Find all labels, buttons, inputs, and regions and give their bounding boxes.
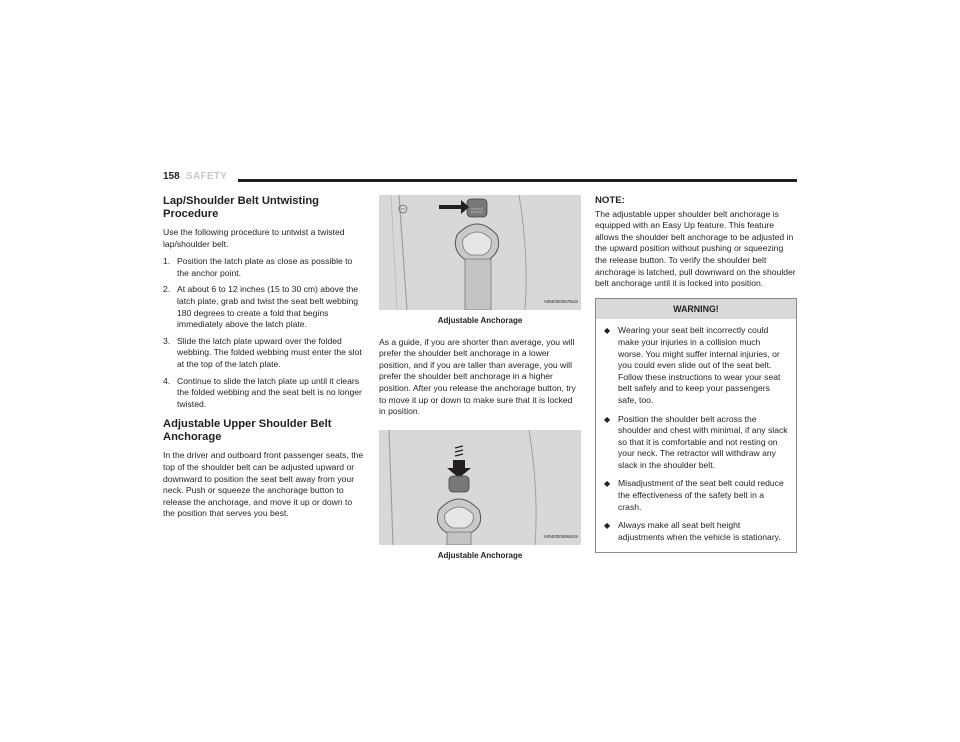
column-middle [379,195,581,571]
note-label: NOTE: [595,195,625,206]
note-text: The adjustable upper shoulder belt anchorage is equipped with an Easy Up feature. This feature allows the shoulder belt anchorage to be adjusted in the upward position without pushing or squeezing the release button. To verify the shoulder belt anchorage is latched, pull downward on the shoulder belt anchorage until it is locked into position. [595,208,796,289]
header-rule [238,179,797,182]
bullet-icon: ◆ [604,479,611,489]
warning-item [604,325,788,406]
warning-item [604,478,788,513]
warning-text: Always make all seat belt height adjustments when the vehicle is stationary. [618,520,781,542]
bullet-icon: ◆ [604,414,611,424]
step-number: 3. [163,335,171,346]
step-text: Position the latch plate as close as possible to the anchor point. [177,256,353,278]
bullet-icon: ◆ [604,521,611,531]
warning-item [604,414,788,472]
anchorage-guide-text: As a guide, if you are shorter than average, you will prefer the shoulder belt anchorage in a lower position, and if you are taller than average, you will prefer the shoulder belt anchorage in a higher position. After you release the anchorage button, try to move it up or down to make sure that it is locked in position. [379,336,576,417]
warning-text: Misadjustment of the seat belt could reduce the effectiveness of the safety belt in a crash. [618,478,784,512]
anchorage-body: In the driver and outboard front passenger seats, the top of the shoulder belt can be adjusted upward or downward to position the seat belt away from your neck. Push or squeeze the anchorage button to release the anchorage, and move it up or down to the position that serves you best. [163,450,364,519]
page-number: 158 [163,171,180,182]
anchorage-illustration-1 [379,195,581,310]
step-item [163,284,365,330]
figure-caption: Adjustable Anchorage [437,316,523,325]
step-text: Continue to slide the latch plate up until it clears the folded webbing and the seat belt is no longer twisted. [177,375,362,409]
figure-code: A0503000678US [543,299,578,305]
figure-code: A0503000668US [543,534,578,540]
step-text: Slide the latch plate upward over the folded webbing. The folded webbing must enter the slot at the top of the latch plate. [177,335,362,369]
warning-list [596,319,796,552]
anchorage-heading: Adjustable Upper Shoulder Belt Anchorage [163,418,332,444]
step-text: At about 6 to 12 inches (15 to 30 cm) above the latch plate, grab and twist the seat belt webbing 180 degrees to create a fold that begins immediately above the latch plate. [177,284,359,330]
step-number: 2. [163,284,171,295]
warning-item [604,520,788,543]
warning-text: Wearing your seat belt incorrectly could make your injuries in a collision much worse. You might suffer internal injuries, or you could even slide out of the seat belt. Follow these instructions to wear your seat belt safely and to keep your passengers safe, too. [618,325,781,405]
step-number: 1. [163,256,171,267]
step-item [163,376,365,411]
anchorage-illustration-2 [379,430,581,545]
column-left [163,195,365,526]
untwisting-intro: Use the following procedure to untwist a twisted lap/shoulder belt. [163,227,345,249]
bullet-icon: ◆ [604,326,611,336]
page-header [163,171,797,185]
figure-caption: Adjustable Anchorage [437,550,523,560]
step-number: 4. [163,375,171,386]
step-item [163,336,365,371]
warning-title: WARNING! [596,299,796,320]
warning-box [595,298,797,554]
column-right [595,195,797,553]
step-item [163,256,365,279]
anchorage-figure-2 [379,430,581,545]
warning-text: Position the shoulder belt across the shoulder and chest with minimal, if any slack so that it is comfortable and not resting on your neck. The retractor will withdraw any slack in the shoulder belt. [618,413,788,470]
untwisting-steps [163,256,365,410]
untwisting-heading: Lap/Shoulder Belt Untwisting Procedure [163,195,320,220]
anchorage-figure-1 [379,195,581,310]
section-title: SAFETY [186,171,228,182]
